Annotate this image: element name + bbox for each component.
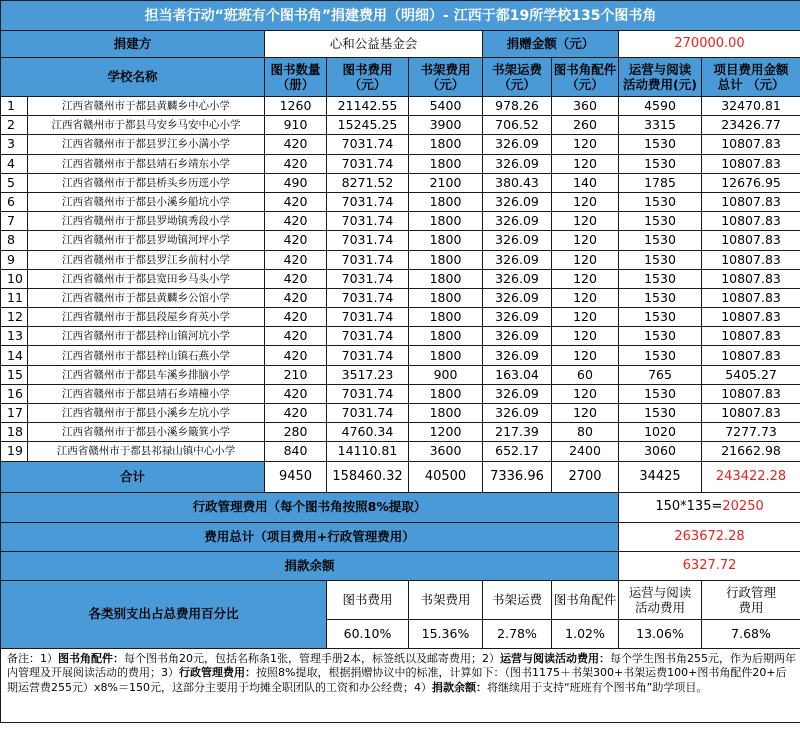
operations-cost: 1530 [619,135,702,154]
row-number: 5 [1,173,28,192]
row-number: 3 [1,135,28,154]
table-row [1,173,800,192]
school-name: 江西省赣州市于都县祁禄山镇中心小学 [28,442,265,461]
operations-cost: 1530 [619,192,702,211]
note-key-balance: 捐款余额： [431,680,487,694]
total-cost-value: 263672.28 [619,522,800,551]
table-row [1,231,800,250]
school-name: 江西省赣州市于都县靖石乡靖东小学 [28,154,265,173]
project-total: 10807.83 [702,269,800,288]
school-name: 江西省赣州市于都县梓山镇河坑小学 [28,327,265,346]
totals-label: 合计 [1,461,265,492]
row-number: 4 [1,154,28,173]
operations-cost: 1530 [619,231,702,250]
donor-label: 捐建方 [1,31,265,58]
book-cost: 7031.74 [327,346,409,365]
row-number: 14 [1,346,28,365]
school-name: 江西省赣州市于都县宽田乡马头小学 [28,269,265,288]
table-row [1,97,800,116]
percent-header-admin: 行政管理 费用 [702,580,800,619]
book-cost: 3517.23 [327,365,409,384]
note-text-accessories: 每个图书角20元，包括名称条1张，管理手册2本，标签纸以及邮寄费用；2） [124,651,500,665]
accessories-cost: 120 [552,250,619,269]
project-total: 10807.83 [702,231,800,250]
project-total: 10807.83 [702,212,800,231]
notes [1,648,800,722]
accessories-cost: 120 [552,308,619,327]
shelf-cost: 1800 [409,404,483,423]
project-total: 7277.73 [702,423,800,442]
notes-prefix: 备注：1） [7,651,58,665]
note-key-accessories: 图书角配件： [58,651,124,665]
total-project-cost: 243422.28 [702,461,800,492]
table-row [1,212,800,231]
percent-header-operations: 运营与阅读 活动费用 [619,580,702,619]
row-number: 19 [1,442,28,461]
percent-shelf-cost: 15.36% [409,619,483,648]
project-total: 10807.83 [702,250,800,269]
shelf-shipping: 380.43 [483,173,552,192]
row-number: 11 [1,288,28,307]
book-cost: 7031.74 [327,269,409,288]
shelf-cost: 1800 [409,327,483,346]
book-cost: 4760.34 [327,423,409,442]
accessories-cost: 120 [552,346,619,365]
project-total: 10807.83 [702,154,800,173]
book-cost: 21142.55 [327,97,409,116]
note-key-operations: 运营与阅读活动费用： [500,651,610,665]
header-shelf-cost: 书架费用 （元） [409,58,483,97]
table-row [1,404,800,423]
accessories-cost: 120 [552,269,619,288]
book-count: 840 [265,442,327,461]
project-total: 10807.83 [702,288,800,307]
shelf-shipping: 326.09 [483,327,552,346]
page-title: 担当者行动“班班有个图书角”捐建费用（明细）- 江西于都19所学校135个图书角 [1,1,800,31]
table-row [1,269,800,288]
admin-fee-formula: 150*135= [655,499,723,515]
shelf-shipping: 326.09 [483,135,552,154]
table-row [1,135,800,154]
donor-name: 心和公益基金会 [265,31,483,58]
book-cost: 7031.74 [327,384,409,403]
shelf-cost: 1800 [409,269,483,288]
operations-cost: 1530 [619,250,702,269]
table-row [1,423,800,442]
shelf-shipping: 326.09 [483,288,552,307]
shelf-shipping: 652.17 [483,442,552,461]
book-cost: 7031.74 [327,308,409,327]
total-shelf-cost: 40500 [409,461,483,492]
header-school: 学校名称 [1,58,265,97]
total-books: 9450 [265,461,327,492]
table-row [1,154,800,173]
operations-cost: 1530 [619,308,702,327]
header-project-total: 项目费用金额 总计 （元） [702,58,800,97]
operations-cost: 1530 [619,346,702,365]
shelf-shipping: 326.09 [483,154,552,173]
row-number: 16 [1,384,28,403]
operations-cost: 1530 [619,269,702,288]
percent-shelf-shipping: 2.78% [483,619,552,648]
table-row [1,308,800,327]
project-total: 10807.83 [702,327,800,346]
school-name: 江西省赣州市于都县马安乡马安中心小学 [28,116,265,135]
shelf-shipping: 326.09 [483,308,552,327]
book-count: 1260 [265,97,327,116]
school-name: 江西省赣州市于都县罗坳镇河坪小学 [28,231,265,250]
shelf-shipping: 326.09 [483,231,552,250]
accessories-cost: 120 [552,154,619,173]
accessories-cost: 120 [552,404,619,423]
project-total: 10807.83 [702,384,800,403]
school-name: 江西省赣州市于都县黄麟乡公馆小学 [28,288,265,307]
operations-cost: 3315 [619,116,702,135]
book-cost: 7031.74 [327,404,409,423]
project-total: 10807.83 [702,192,800,211]
percent-header-book-cost: 图书费用 [327,580,409,619]
book-count: 420 [265,308,327,327]
school-name: 江西省赣州市于都县罗坳镇秀段小学 [28,212,265,231]
book-count: 420 [265,288,327,307]
book-count: 420 [265,192,327,211]
row-number: 17 [1,404,28,423]
shelf-cost: 1200 [409,423,483,442]
book-count: 910 [265,116,327,135]
project-total: 21662.98 [702,442,800,461]
donation-amount: 270000.00 [619,31,800,58]
admin-fee-amount: 20250 [722,499,764,515]
accessories-cost: 120 [552,135,619,154]
book-count: 420 [265,154,327,173]
row-number: 15 [1,365,28,384]
accessories-cost: 120 [552,231,619,250]
percent-header-shelf-cost: 书架费用 [409,580,483,619]
header-shelf-shipping: 书架运费 （元） [483,58,552,97]
row-number: 8 [1,231,28,250]
accessories-cost: 2400 [552,442,619,461]
header-accessories: 图书角配件 （元） [552,58,619,97]
donation-amount-label: 捐赠金额（元） [483,31,619,58]
operations-cost: 1530 [619,327,702,346]
project-total: 12676.95 [702,173,800,192]
shelf-cost: 1800 [409,135,483,154]
book-count: 420 [265,346,327,365]
percent-accessories: 1.02% [552,619,619,648]
operations-cost: 765 [619,365,702,384]
total-accessories: 2700 [552,461,619,492]
shelf-shipping: 978.26 [483,97,552,116]
accessories-cost: 120 [552,192,619,211]
table-row [1,442,800,461]
shelf-shipping: 217.39 [483,423,552,442]
total-book-cost: 158460.32 [327,461,409,492]
book-count: 420 [265,327,327,346]
book-cost: 7031.74 [327,212,409,231]
row-number: 1 [1,97,28,116]
shelf-cost: 1800 [409,250,483,269]
operations-cost: 1530 [619,288,702,307]
book-count: 420 [265,135,327,154]
shelf-cost: 1800 [409,308,483,327]
shelf-shipping: 326.09 [483,384,552,403]
book-count: 420 [265,269,327,288]
operations-cost: 1530 [619,384,702,403]
shelf-cost: 900 [409,365,483,384]
accessories-cost: 120 [552,288,619,307]
shelf-cost: 1800 [409,192,483,211]
shelf-shipping: 326.09 [483,212,552,231]
school-name: 江西省赣州市于都县罗江乡前村小学 [28,250,265,269]
operations-cost: 4590 [619,97,702,116]
row-number: 6 [1,192,28,211]
shelf-shipping: 326.09 [483,250,552,269]
book-cost: 7031.74 [327,231,409,250]
balance-value: 6327.72 [619,551,800,580]
table-row [1,327,800,346]
accessories-cost: 260 [552,116,619,135]
shelf-cost: 1800 [409,288,483,307]
shelf-shipping: 326.09 [483,269,552,288]
project-total: 10807.83 [702,404,800,423]
school-name: 江西省赣州市于都县罗江乡小满小学 [28,135,265,154]
shelf-shipping: 326.09 [483,346,552,365]
school-name: 江西省赣州市于都县小溪乡簸箕小学 [28,423,265,442]
book-count: 420 [265,231,327,250]
shelf-cost: 2100 [409,173,483,192]
book-cost: 7031.74 [327,250,409,269]
book-count: 210 [265,365,327,384]
book-cost: 8271.52 [327,173,409,192]
book-count: 420 [265,212,327,231]
book-count: 420 [265,384,327,403]
percent-header-shelf-shipping: 书架运费 [483,580,552,619]
shelf-cost: 1800 [409,212,483,231]
shelf-cost: 1800 [409,231,483,250]
school-name: 江西省赣州市于都县段屋乡育英小学 [28,308,265,327]
row-number: 10 [1,269,28,288]
book-count: 490 [265,173,327,192]
row-number: 13 [1,327,28,346]
accessories-cost: 360 [552,97,619,116]
shelf-shipping: 163.04 [483,365,552,384]
total-shelf-shipping: 7336.96 [483,461,552,492]
admin-fee-value [619,492,800,522]
accessories-cost: 140 [552,173,619,192]
header-book-count: 图书数量 （册） [265,58,327,97]
school-name: 江西省赣州市于都县小溪乡船坑小学 [28,192,265,211]
operations-cost: 1530 [619,154,702,173]
table-row [1,250,800,269]
row-number: 2 [1,116,28,135]
admin-fee-label: 行政管理费用（每个图书角按照8%提取） [1,492,619,522]
school-name: 江西省赣州市于都县车溪乡排脑小学 [28,365,265,384]
book-cost: 7031.74 [327,288,409,307]
school-name: 江西省赣州市于都县靖石乡靖橦小学 [28,384,265,403]
accessories-cost: 120 [552,212,619,231]
note-text-admin: 按照8%提取，根据捐赠协议中的标准，计算如下：（图书1175＋书架300+书架运费100+图书角配件20+后期运营费255元）x8%＝150元，这部分主要用于均摊全职团队的工资和办公经费；4） [7,666,787,694]
school-name: 江西省赣州市于都县梓山镇石燕小学 [28,346,265,365]
table-row [1,384,800,403]
book-count: 420 [265,250,327,269]
balance-label: 捐款余额 [1,551,619,580]
table-row [1,365,800,384]
project-total: 5405.27 [702,365,800,384]
book-cost: 15245.25 [327,116,409,135]
project-total: 10807.83 [702,308,800,327]
total-cost-label: 费用总计（项目费用+行政管理费用） [1,522,619,551]
book-count: 420 [265,404,327,423]
shelf-cost: 1800 [409,154,483,173]
project-total: 23426.77 [702,116,800,135]
book-cost: 7031.74 [327,327,409,346]
table-row [1,288,800,307]
percent-book-cost: 60.10% [327,619,409,648]
book-cost: 14110.81 [327,442,409,461]
accessories-cost: 60 [552,365,619,384]
header-operations: 运营与阅读 活动费用(元) [619,58,702,97]
shelf-cost: 5400 [409,97,483,116]
accessories-cost: 120 [552,384,619,403]
operations-cost: 1530 [619,212,702,231]
total-operations: 34425 [619,461,702,492]
accessories-cost: 120 [552,327,619,346]
percent-header-accessories: 图书角配件 [552,580,619,619]
shelf-shipping: 326.09 [483,192,552,211]
shelf-cost: 1800 [409,384,483,403]
operations-cost: 1785 [619,173,702,192]
project-total: 32470.81 [702,97,800,116]
school-name: 江西省赣州市于都县桥头乡历逕小学 [28,173,265,192]
book-cost: 7031.74 [327,135,409,154]
table-row [1,346,800,365]
book-cost: 7031.74 [327,192,409,211]
table-row [1,116,800,135]
operations-cost: 3060 [619,442,702,461]
percent-label: 各类别支出占总费用百分比 [1,580,327,648]
note-text-balance: 将继续用于支持“班班有个图书角”助学项目。 [486,680,708,694]
table-row [1,192,800,211]
note-text-operations: 每个学生图书角255元，作为后期两年内管理及开展阅读活动的费用；3） [7,651,796,680]
school-name: 江西省赣州市于都县黄麟乡中心小学 [28,97,265,116]
book-cost: 7031.74 [327,154,409,173]
row-number: 12 [1,308,28,327]
note-key-admin: 行政管理费用： [179,666,256,680]
school-name: 江西省赣州市于都县小溪乡左坑小学 [28,404,265,423]
book-count: 280 [265,423,327,442]
project-total: 10807.83 [702,346,800,365]
operations-cost: 1530 [619,404,702,423]
row-number: 9 [1,250,28,269]
shelf-cost: 3900 [409,116,483,135]
accessories-cost: 80 [552,423,619,442]
header-book-cost: 图书费用 （元） [327,58,409,97]
row-number: 18 [1,423,28,442]
project-total: 10807.83 [702,135,800,154]
shelf-cost: 1800 [409,346,483,365]
percent-operations: 13.06% [619,619,702,648]
operations-cost: 1020 [619,423,702,442]
percent-admin: 7.68% [702,619,800,648]
row-number: 7 [1,212,28,231]
shelf-shipping: 326.09 [483,404,552,423]
shelf-cost: 3600 [409,442,483,461]
shelf-shipping: 706.52 [483,116,552,135]
